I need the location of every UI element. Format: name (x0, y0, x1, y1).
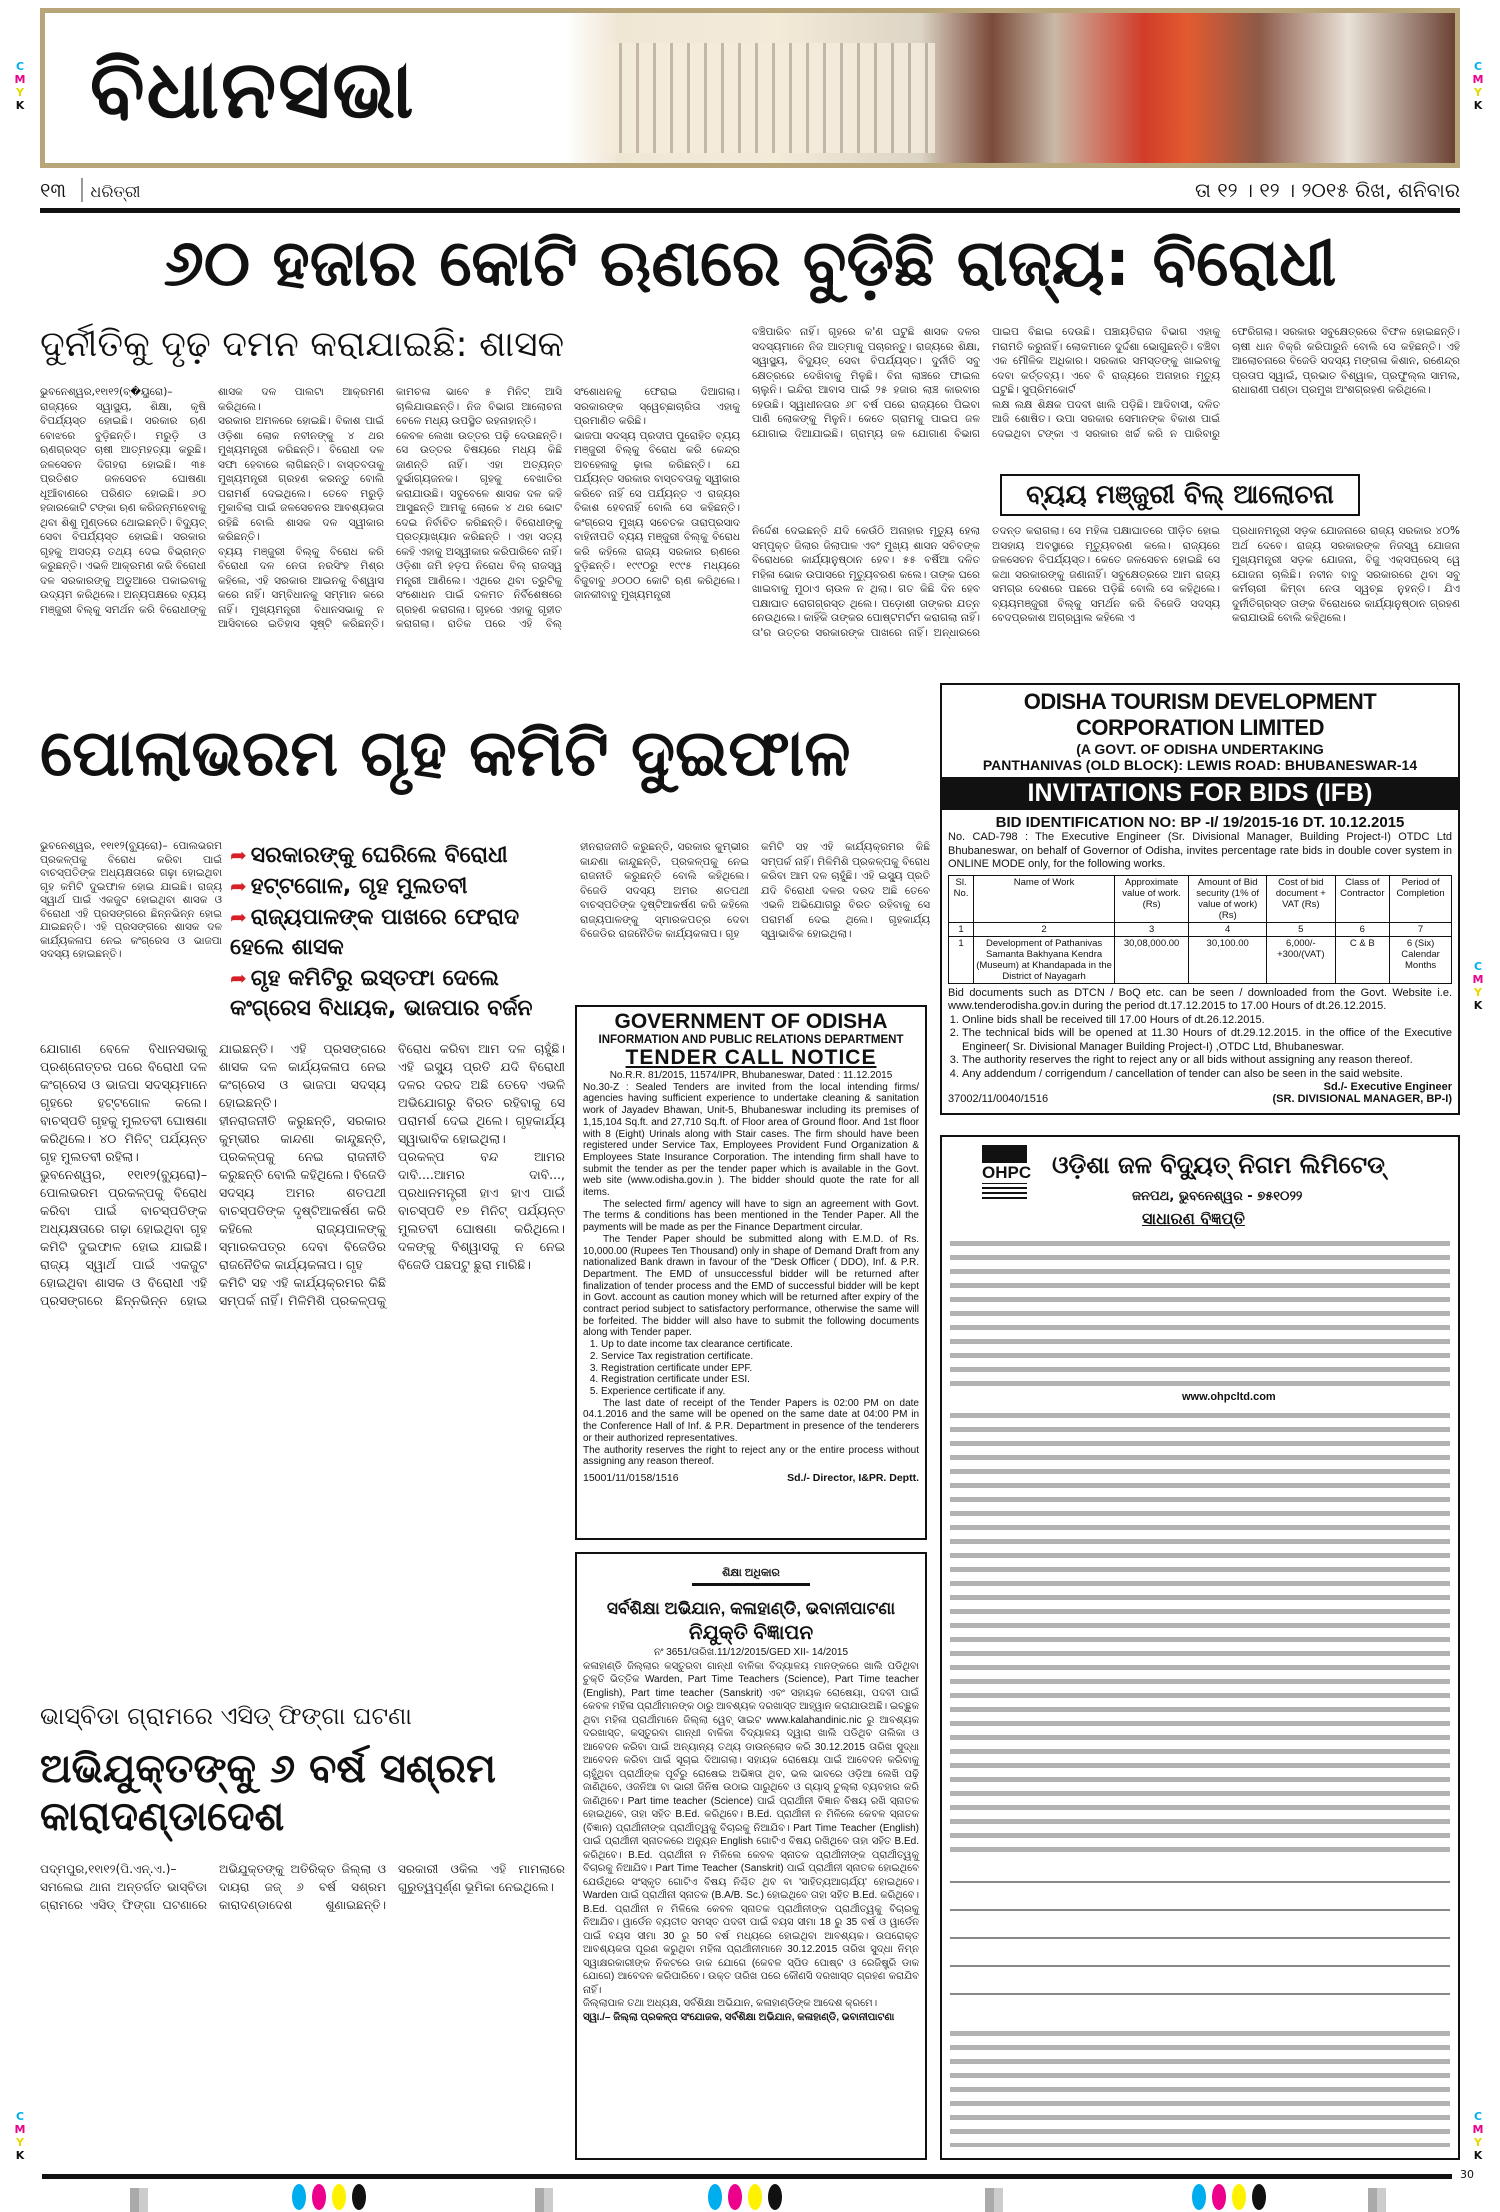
td: 5 (1267, 922, 1335, 936)
cyan-dot (292, 2184, 306, 2210)
highlights-list (230, 840, 570, 1024)
notice-footer (950, 2027, 1450, 2147)
acid-article: ପଦ୍ମପୁର,୧୧ା୧୨(ପି.ଏନ୍.ଏ.)– ସମଲେଇ ଥାନା ଅନ୍ତର୍ଗତ ଭାସ୍‌ବିଡା ଗ୍ରାମରେ ଏସିଡ୍ ଫିଙ୍ଗା ଘଟଣାରେ ଅଭିଯୁକ୍ତଙ୍କୁ ଅତିରିକ୍ତ ଜିଲ୍ଲା ଓ ଦାୟରା ଜଜ୍ ୬ ବର୍ଷ ସଶ୍ରମ କାରାଦଣ୍ଡାଦେଶ ଶୁଣାଇଛନ୍ତି। ସରକାରୀ ଓକିଲ ଏହି ମାମଲାରେ ଗୁରୁତ୍ୱପୂର୍ଣ୍ଣ ଭୂମିକା ନେଇଥିଲେ। (40, 1862, 565, 1912)
paragraph: ଲକ୍ଷ ଲକ୍ଷ ଶିକ୍ଷକ ପଦବୀ ଖାଲି ପଡ଼ିଛି। ଆଦିବାସୀ, ଦଳିତ ଆଜି ଶୋଷିତ। ଉପା ସରକାର ସେମାନଙ୍କ ବିକାଶ ପାଇଁ ଦେଇଥିବା ଟଙ୍କା ଏ ସରକାର ଖର୍ଚ୍ଚ କରି ନ ପାରିବାରୁ ଫେରିଗଲା। ସରକାର ସବୁକ୍ଷେତ୍ରରେ ବିଫଳ ହୋଇଛନ୍ତି। ଚାଷୀ ଧାନ ବିକ୍ରି କରିପାରୁନି ବୋଲି ସେ କହିଛନ୍ତି। ଏହି ଆଲୋଚନାରେ ବିଜେଡି ସଦସ୍ୟ ମଙ୍ଗଳା କିଶାନ, ରଣେନ୍ଦ୍ର ପ୍ରତାପ ସ୍ୱାଇଁ, ପ୍ରଭାତ ବିଶ୍ୱାଳ, ପ୍ରଫୁଲ୍ଲ ସାମଲ, ରାଧାରାଣୀ ପଣ୍ଡା ପ୍ରମୁଖ ଅଂଶଗ୍ରହଣ କରିଥିଲେ। (992, 326, 1460, 440)
magenta-dot (1212, 2184, 1226, 2210)
bid-id: BID IDENTIFICATION NO: BP -I/ 19/2015-16 DT. 10.12.2015 (995, 814, 1405, 831)
th: Name of Work (974, 875, 1115, 922)
ad-ref: ନଂ 3651/ତାରିଖ.11/12/2015/GED XII- 14/2015 (653, 1647, 849, 1658)
logo-band (982, 1145, 1027, 1163)
th: Approximate value of work. (Rs) (1114, 875, 1188, 922)
ad-org: ODISHA TOURISM DEVELOPMENT CORPORATION LIMITED (1023, 689, 1377, 740)
notice-body (950, 1237, 1450, 1387)
td: 2 (974, 922, 1115, 936)
highlight-text: ସରକାରଙ୍କୁ ଘେରିଲେ ବିରୋଧୀ (250, 843, 508, 868)
ohpc-website: www.ohpcltd.com (1182, 1391, 1276, 1403)
paragraph: ପ୍ରଧାନମନ୍ତ୍ରୀ ସଡ଼କ ଯୋଜନାରେ ରାଜ୍ୟ ସରକାର ୪୦% ଅର୍ଥ ଦେବେ। ରାଜ୍ୟ ସରକାରଙ୍କ ନିଜସ୍ୱ ଯୋଜନା ମୁଖ୍ୟମନ୍ତ୍ରୀ ସଡ଼କ ଯୋଜନା, ବିଜୁ ଏକ୍ସପ୍ରେସ୍ ୱେ ଯୋଜନା ଚାଲିଛି। ନବୀନ ବାବୁ ସରକାରରେ ଥିବା ସବୁ କର୍ମଚାରୀ କିମ୍ବା ନେତା ସ୍ୱଚ୍ଛ ନୁହନ୍ତି। ଯିଏ ଦୁର୍ନୀତିଗ୍ରସ୍ତ ତାଙ୍କ ବିରୋଧରେ କାର୍ଯ୍ୟାନୁଷ୍ଠାନ ଗ୍ରହଣ କରାଯାଉଛି ବୋଲି କହିଥିଲେ। (1232, 525, 1460, 624)
cmyk-marks: C M Y K (1472, 60, 1484, 112)
ad-body: କଳାହାଣ୍ଡି ଜିଲ୍ଲାର କସ୍ତୁରବା ଗାନ୍ଧୀ ବାଳିକା ବିଦ୍ୟାଳୟ ମାନଙ୍କରେ ଖାଲି ପଡିଥିବା ଚୁକ୍ତି ଭିତ୍ତିକ Warden, Part Time Teachers (Science), Part Time teacher (English), Part time teacher (Sanskrit) ଏବଂ ସହାୟକ ରୋଷେୟା, ପଦବୀ ପାଇଁ କେବଳ ମହିଳା ପ୍ରାର୍ଥୀମାନଙ୍କ ଠାରୁ ଆବଶ୍ୟକ ଦରଖାସ୍ତ ଆହ୍ୱାନ କରାଯାଉଅଛି। ଇଚ୍ଛୁକ ଥିବା ମହିଳା ପ୍ରାର୍ଥୀମାନେ ଜିଲ୍ଲା ୱେବ୍ ସାଇଟ www.kalahandinic.nic ରୁ ଆବଶ୍ୟକ ଦରଖାସ୍ତ, କସ୍ତୁରବା ଗାନ୍ଧୀ ବାଳିକା ବିଦ୍ୟାଳୟ ଦ୍ୱାରା ଖାଲି ପଡିଥିବ ତାଲିକା ଓ ଆବେଦନ କରିବା ପାଇଁ ଅନ୍ୟାନ୍ୟ ତଥ୍ୟ ଡାଉନ୍‌ଲୋଡ କରି 30.12.2015 ତାରିଖ ସୁଦ୍ଧା ଆବେଦନ କରିବା ପାଇଁ ସୂଚାଇ ଦିଆଗଲା। ସହାୟକ ରୋଷେୟା ପାଇଁ ଆବେଦନ କରିବାକୁ ଚାହୁଁଥିବା ପ୍ରାର୍ଥୀଙ୍କ ପୂର୍ବରୁ ରୋଷେଇ ଅଭିଜ୍ଞତା ଥିବ, ଭଲ ଭାବରେ ଓଡ଼ିଆ ଲେଖି ପଢ଼ି ଜାଣିଥିବେ, ଓଜନିଆ ବା ଭାରୀ ଜିନିଷ ଉଠାଇ ପାରୁଥିବେ ଓ ଗ୍ୟାସ୍ ଚୁଲ୍ଲା ବ୍ୟବହାର କରି ଜାଣିଥିବେ। Part time teacher (Science) ପାଇଁ ପ୍ରାର୍ଥୀନୀ ବିଜ୍ଞାନ ବିଷୟ ରଖି ସ୍ନାତକ ହୋଇଥିବେ, ତାହା ସହିତ B.Ed. କରିଥିବେ। B.Ed. ପ୍ରାର୍ଥୀନୀ ନ ମିଳିଲେ କେବଳ ସ୍ନାତକ (ବିଜ୍ଞାନ) ପ୍ରାର୍ଥୀନୀଙ୍କ ପ୍ରାର୍ଥୀତ୍ୱକୁ ବିଚାରକୁ ନିଆଯିବ। Part Time Teacher (English) ପାଇଁ ପ୍ରାର୍ଥୀନୀ ସ୍ନାତକରେ ଅନ୍ୟୁନ English ଗୋଟିଏ ବିଷୟ ରଖିଥିବେ ତାହା ସହିତ B.Ed. କରିଥିବେ। B.Ed. ପ୍ରାର୍ଥୀନୀ ନ ମିଳିଲେ କେବଳ ସ୍ନାତକ ପ୍ରାର୍ଥୀନୀଙ୍କ ପ୍ରାର୍ଥୀତ୍ୱକୁ ବିଚାରକୁ ନିଆଯିବ। Part Time Teacher (Sanskrit) ପାଇଁ ପ୍ରାର୍ଥୀନୀ ସ୍ନାତକ ହୋଇଥିବେ ଯେଉଁଥିରେ ସଂସ୍କୃତ ଗୋଟିଏ ବିଷୟ ନିଶ୍ଚିତ ଥିବ ବା 'ସାହିତ୍ୟଆଚାର୍ଯ୍ୟ' ହୋଇଥିବେ। Warden ପାଇଁ ପ୍ରାର୍ଥୀନୀ ସ୍ନାତକ (B.A/B. Sc.) ହୋଇଥିବେ ତାହା ସହିତ B.Ed. କରିଥିବେ। B.Ed. ପ୍ରାର୍ଥୀନୀ ନ ମିଳିଲେ କେବଳ ସ୍ନାତକ ପ୍ରାର୍ଥୀନୀଙ୍କ ପ୍ରାର୍ଥୀତ୍ୱକୁ ବିଚାରକୁ ନିଆଯିବ। ୱାର୍ଡେନ ବ୍ୟତୀତ ସମସ୍ତ ପଦବୀ ପାଇଁ ବୟସ ସୀମା 18 ରୁ 35 ବର୍ଷ ଓ ୱାର୍ଡେନ ପାଇଁ ବୟସ ସୀମା 30 ରୁ 50 ବର୍ଷ ମଧ୍ୟରେ ହୋଇଥିବା ଆବଶ୍ୟକ। ଉପରୋକ୍ତ ଆବଶ୍ୟକତା ପୂରଣ କରୁଥିବା ମହିଳା ପ୍ରାର୍ଥୀନୀମାନେ 30.12.2015 ତାରିଖ ସୁଦ୍ଧା ନିମ୍ନ ସ୍ୱାକ୍ଷରକାରୀଙ୍କ ନିକଟରେ ଡାକ ଯୋଗେ (କେବଳ ସ୍ପିଡ ପୋଷ୍ଟ ଓ ରେଜିଷ୍ଟ୍ରି ଡାକ ଯୋଗେ) ଆବେଦନ କରିପାରିବେ। ଉକ୍ତ ତାରିଖ ପରେ କୌଣସି ଦରଖାସ୍ତ ଗ୍ରହଣ କରାଯିବ ନାହିଁ। (583, 1660, 920, 1996)
folio-line (40, 178, 1460, 208)
td: 1 (949, 936, 974, 983)
waves-icon (982, 1183, 1027, 1199)
highlight-item (230, 963, 570, 1024)
table-row (949, 936, 1452, 983)
ssa-logo (583, 1558, 919, 1598)
magenta-dot (312, 2184, 326, 2210)
lead-subhead: ଦୁର୍ନୀତିକୁ ଦୃଢ଼ ଦମନ କରାଯାଇଛି: ଶାସକ (40, 324, 565, 365)
yellow-dot (1232, 2184, 1246, 2210)
arrow-icon: ➦ (230, 874, 247, 898)
polavaram-intro: ଭୁବନେଶ୍ୱର, ୧୧ା୧୨(ବ୍ୟୁରୋ)– ପୋଲଭରମ ପ୍ରକଳ୍ପକୁ ବିରୋଧ କରିବା ପାଇଁ ବାଚସ୍ପତିଙ୍କ ଅଧ୍ୟକ୍ଷତାରେ ଗଢ଼ା ହୋଇଥିବା ଗୃହ କମିଟି ଦୁଇଫାଳ ହୋଇ ଯାଇଛି। ରାଜ୍ୟ ସ୍ୱାର୍ଥ ପାଇଁ ଏକଜୁଟ ହୋଇଥିବା ଶାସକ ଓ ବିରୋଧୀ ଏହି ପ୍ରସଙ୍ଗରେ ଛିନ୍ନଭିନ୍ନ ହୋଇ ଯାଇଛନ୍ତି। ଏହି ପ୍ରସଙ୍ଗରେ ଶାସକ ଦଳ କାର୍ଯ୍ୟକଳାପ ନେଇ କଂଗ୍ରେସ ଓ ଭାଜପା ସଦସ୍ୟ ହୋଇଛନ୍ତି। (40, 840, 222, 960)
td: C & B (1335, 936, 1390, 983)
highlight-item (230, 902, 570, 963)
ad-notice: TENDER CALL NOTICE (625, 1046, 877, 1069)
assembly-photo (565, 13, 1455, 163)
arrow-icon: ➦ (230, 966, 247, 990)
paragraph: କେବଳ ଲେଖା ଉତ୍ତର ପଢ଼ି ଦେଉଛନ୍ତି। ସେ ଉତ୍ତର ବିଷୟରେ ମଧ୍ୟ କିଛି ଜାଣନ୍ତି ନାହିଁ। ଏହା ଅତ୍ୟନ୍ତ ଦୁର୍ଭାଗ୍ୟଜନକ। ଗୃହକୁ ବେଖାତିର କରାଯାଉଛି। ସବୁବେଳେ ଶାସକ ଦଳ କହି ଆସୁଛନ୍ତି ଆମକୁ ଲୋକେ ୪ ଥର ଭୋଟ ଦେଇ ନିର୍ବାଚିତ କରିଛନ୍ତି। ବିରୋଧୀଙ୍କୁ ପ୍ରତ୍ୟାଖ୍ୟାନ କରିଛନ୍ତି । ଏହା ସତ୍ୟ କେହି ଏହାକୁ ଅସ୍ୱୀକାର କରିପାରିବେ ନାହିଁ। ଓଡ଼ିଶା ଜମି ହଡ଼ପ ନିରୋଧ ବିଲ୍ ରାଜସ୍ୱ ମନ୍ତ୍ରୀ ଆଣିଲେ। ଏଥିରେ ଥିବା ତ୍ରୁଟିକୁ ସଂଶୋଧନ ପାଇଁ ଦଳମତ ନିର୍ବିଶେଷରେ ଗ୍ରହଣ କରାଗଲା। ଗୃହରେ ଏହାକୁ ଗୃହୀତ କରାଗଲା। ରାତିକ ପରେ ଏହି ବିଲ୍ ସଂଶୋଧନକୁ ଫେରାଇ ଦିଆଗଲା। ସରକାରଙ୍କ ସ୍ୱେଚ୍ଛାଚାରିତା ଏହାକୁ ପ୍ରମାଣିତ କରିଛି। (396, 386, 740, 630)
paragraph: ବଞ୍ଚିପାରିବ ନାହିଁ। ଗୃହରେ କ'ଣ ଘଟୁଛି ଶାସକ ଦଳର ସଦସ୍ୟମାନେ ନିଜ ଆତ୍ମାକୁ ପଚାରନ୍ତୁ। ରାଜ୍ୟରେ ଶିକ୍ଷା, ସ୍ୱାସ୍ଥ୍ୟ, ବିଦ୍ୟୁତ୍ ସେବା ବିପର୍ଯ୍ୟସ୍ତ। ଦୁର୍ନୀତି ସବୁ କ୍ଷେତ୍ରରେ ଦେଖିବାକୁ ମିଳୁଛି। ବିନା ଲାଞ୍ଚରେ ଫାଇଲ ଚାଲୁନି। ଇନ୍ଦିରା ଆବାସ ପାଇଁ ୨୫ ହଜାର ଲାଞ୍ଚ କାରବାର ହେଉଛି। ସ୍ୱାଧୀନତାର ୬୮ ବର୍ଷ ପରେ ରାଜ୍ୟରେ ପିଇବା ପାଣି ଲୋକଙ୍କୁ ମିଳୁନି। କେତେ ଗ୍ରାମକୁ ପାଇପ ଜଳ ଯୋଗାଇ ଦିଆଯାଇଛି। ଗ୍ରାମ୍ୟ ଜଳ ଯୋଗାଣ ବିଭାଗ ପାଇପ ବିଛାଇ ଦେଉଛି। ପଞ୍ଚାୟତିରାଜ ବିଭାଗ ଏହାକୁ ମରାମତି କରୁନାହିଁ। ଲୋକମାନେ ଦୁର୍ଦ୍ଦଶା ଭୋଗୁଛନ୍ତି। ବଞ୍ଚିବା ଏକ ମୌଳିକ ଅଧିକାର। ସରକାର ସମସ୍ତଙ୍କୁ ଖାଇବାକୁ ଦେବା କର୍ତ୍ତବ୍ୟ। ଏବେ ବି ରାଜ୍ୟରେ ଅନାହାର ମୃତ୍ୟୁ ଘଟୁଛି। ସୁପ୍ରିମକୋର୍ଟ (752, 326, 1220, 440)
yellow-dot (332, 2184, 346, 2210)
acid-headline: ଅଭିଯୁକ୍ତଙ୍କୁ ୬ ବର୍ଷ ସଶ୍ରମ କାରାଦଣ୍ଡାଦେଶ (40, 1746, 496, 1840)
highlight-item (230, 871, 570, 902)
ad-ref: 37002/11/0040/1516 (948, 1093, 1049, 1105)
folio-left (40, 178, 140, 202)
ad-notice: ସାଧାରଣ ବିଜ୍ଞପ୍ତି (1142, 1209, 1245, 1228)
paragraph: ଯୋଗାଣ ବେଳେ ବିଧାନସଭାକୁ ପ୍ରଶ୍ନୋତ୍ତର ପରେ ବିରୋଧୀ ଦଳ କଂଗ୍ରେସ ଓ ଭାଜପା ସଦସ୍ୟମାନେ ଗୃହରେ ହଟ୍ଟଗୋଳ କଲେ। ବାଚସ୍ପତି ଗୃହକୁ ମୁଲତବୀ ଘୋଷଣା କରିଥିଲେ। ୪୦ ମିନିଟ୍ ପର୍ଯ୍ୟନ୍ତ ଗୃହ ମୁଲତବୀ ରହିଲା। (40, 1041, 207, 1164)
black-dot (352, 2184, 366, 2210)
signature: ସ୍ୱା./– ଜିଲ୍ଲା ପ୍ରକଳ୍ପ ସଂଯୋଜକ, ସର୍ବଶିକ୍ଷା ଅଭିଯାନ, କଳାହାଣ୍ଡି, ଭବାନୀପାଟଣା (583, 2011, 895, 2023)
polavaram-article-right (580, 840, 930, 1000)
issue-date: ତା ୧୨ । ୧୨ । ୨୦୧୫ ରିଖ, ଶନିବାର (1195, 178, 1460, 202)
ad-title: INVITATIONS FOR BIDS (IFB) (942, 777, 1458, 810)
notice-body (950, 1409, 1450, 1857)
docs-list (583, 1339, 919, 1398)
ad-intro: No. CAD-798 : The Executive Engineer (Sr. Divisional Manager, Building Project-I) OTDC Ltd Bhubaneswar, on behalf of Governor of Odisha, invites percentage rate bids in double cover system in ONLINE MODE only, for the following works. (948, 831, 1452, 870)
th: Period of Completion (1390, 875, 1452, 922)
building-image (605, 43, 935, 153)
ad-points (948, 1014, 1452, 1082)
ad-subtitle: ନିଯୁକ୍ତି ବିଜ୍ଞାପନ (688, 1622, 814, 1644)
list-item: 5. Experience certificate if any. (601, 1386, 919, 1398)
paragraph: ଭୁବନେଶ୍ୱର,୧୧ା୧୨(ବ୍�ୟୁରୋ)–ରାଜ୍ୟରେ ସ୍ୱାସ୍ଥ୍ୟ, ଶିକ୍ଷା, କୃଷି ବିପର୍ଯ୍ୟସ୍ତ ହୋଇଛି। ସରକାର ଋଣ ବୋଝରେ ବୁଡ଼ିଛନ୍ତି। ମରୁଡ଼ି ଓ ଋଣଗ୍ରସ୍ତ ଚାଷୀ ଆତ୍ମହତ୍ୟା କରୁଛି। ଜଳସେଚନ ଦିଗହରା ହୋଇଛି। ୩୫ ପ୍ରତିଶତ ଜଳସେଚନ ଘୋଷଣା ଧୂଆଁବାଣରେ ପରିଣତ ହୋଇଛି। ୬୦ ହଜାରକୋଟି ଟଙ୍କା ଋଣ କରିଜନ୍ମହେବାକୁ ଥିବା ଶିଶୁ ମୁଣ୍ଡରେ ଥୋଇଛନ୍ତି। ବିଦ୍ୟୁତ୍ ସେବା ବିପର୍ଯ୍ୟସ୍ତ ହୋଇଛି। ସରକାର ଗୃହକୁ ଅସତ୍ୟ ତଥ୍ୟ ଦେଇ ବିଭ୍ରାନ୍ତ କରୁଛନ୍ତି। ଏଭଳି ଆକ୍ରମଣ କରି ବିରୋଧୀ ଦଳ ସରକାରଙ୍କୁ ଅଡୁଆରେ ପକାଇବାକୁ ଉଦ୍ୟମ କରିଥିଲେ। ଅନ୍ୟପକ୍ଷରେ ବ୍ୟୟ ମଞ୍ଜୁରୀ ବିଲ୍‌କୁ ସମର୍ଥନ କରି ବିରୋଧୀଙ୍କୁ ଶାସକ ଦଳ ପାଲଟା ଆକ୍ରମଣ କରିଥିଲେ। (40, 386, 384, 616)
list-item: 4. Registration certificate under ESI. (601, 1374, 919, 1386)
paragraph: The last date of receipt of the Tender Papers is 02:00 PM on date 04.1.2016 and the same will be opened on the same date at 04:00 PM in the Conference Hall of Inf. & P.R. Department in presence of the tenderers or their authorized representatives. (583, 1397, 919, 1444)
footer-rule (42, 2174, 1452, 2179)
cmyk-marks: C M Y K (1472, 960, 1484, 1012)
paragraph: ବ୍ୟୟ ମଞ୍ଜୁରୀ ବିଲ୍‌କୁ ବିରୋଧ କରି ବିରୋଧୀ ଦଳ ନେତା ନରସିଂହ ମିଶ୍ର କହିଲେ, ଏହି ସରକାର ଆଇନକୁ ବିଶ୍ୱାସ କରେ ନାହିଁ। ସମ୍ବିଧାନକୁ ସମ୍ମାନ କରେ ନାହିଁ। ମୁଖ୍ୟମନ୍ତ୍ରୀ ବିଧାନସଭାକୁ ନ ଆସିବାରେ ଇତିହାସ ସୃଷ୍ଟି କରିଛନ୍ତି। କାମଚଳା ଭାବେ ୫ ମିନିଟ୍ ଆସି ଚାଲିଯାଉଛନ୍ତି। ନିଜ ବିଭାଗ ଆଲୋଚନା ବେଳେ ମଧ୍ୟ ଉପସ୍ଥିତ ରହନାହାନ୍ତି। (218, 386, 562, 630)
arrow-icon: ➦ (230, 905, 247, 929)
logo-text: OHPC (982, 1163, 1032, 1182)
paragraph: The selected firm/ agency will have to sign an agreement with Govt. The terms & conditions has been mentioned in the Tender Paper. All the payments will be made as per the Finance Department circular. (583, 1198, 919, 1234)
paragraph: ସରକାର ଅମଳରେ ହୋଇଛି। ବିକାଶ ପାଇଁ ଓଡ଼ିଶା ଲୋକ ନବୀନଙ୍କୁ ୪ ଥର ମୁଖ୍ୟମନ୍ତ୍ରୀ କରିଛନ୍ତି। ବିରୋଧୀ ଦଳ ସଫା ହେବାରେ ଲାଗିଛନ୍ତି। ବାସ୍ତବତାକୁ ମୁଖ୍ୟମନ୍ତ୍ରୀ ଗ୍ରହଣ କରନ୍ତୁ ବୋଲି ପରାମର୍ଶ ଦେଇଥିଲେ। ତେବେ ମରୁଡ଼ି ମୁକାବିଲା ପାଇଁ ଜଳସେଚନର ଆବଶ୍ୟକତା ରହିଛି ବୋଲି ଶାସକ ଦଳ ସ୍ୱୀକାର କରିଛନ୍ତି। (218, 415, 384, 543)
logo-text: ଶିକ୍ଷା ଅଧିକାର (692, 1564, 810, 1586)
paragraph: ହୀନରାଜନୀତି କରୁଛନ୍ତି, ସରକାର କୁମ୍ଭୀର କାନ୍ଦଣା କାନ୍ଦୁଛନ୍ତି, ପ୍ରକଳ୍ପକୁ ନେଇ ରାଜନୀତି କରୁଛନ୍ତି ବୋଲି କହିଥିଲେ। ବିଜେଡି ସଦସ୍ୟ ଅମର ଶତପଥୀ ବାଚସ୍ପତିଙ୍କ ଦୃଷ୍ଟିଆକର୍ଷଣ କରି କହିଲେ ରାଜ୍ୟପାଳଙ୍କୁ ସ୍ମାରକପତ୍ର ଦେବା ବିଜେଡିର ରାଜନୈତିକ କାର୍ଯ୍ୟକଳାପ। ଗୃହ (219, 1113, 386, 1272)
paragraph: The Tender Paper should be submitted along with E.M.D. of Rs. 10,000.00 (Rupees Ten Thousand) only in shape of Demand Draft from any nationalized Bank drawn in favour of the "Desk Officer ( DDO), Inf. & P.R. Department. The EMD of unsuccessful bidder will be returned after finalization of tender process and the EMD of successful bidder will be kept in Govt. account as caution money which will be returned after expiry of the contract period subject to satisfactory performance, otherwise the same will be forfeited. The bidder will also have to submit the following documents along with Tender paper. (583, 1233, 919, 1339)
rates-table (950, 1867, 1450, 2017)
list-item: 3. The authority reserves the right to reject any or all bids without assigning any reason thereof. (962, 1054, 1452, 1068)
list-item: 1. Online bids shall be received till 17.00 Hours of dt.26.12.2015. (962, 1014, 1452, 1028)
ad-title: ସର୍ବଶିକ୍ଷା ଅଭିଯାନ, କଳାହାଣ୍ଡି, ଭବାନୀପାଟଣା (606, 1599, 896, 1618)
signature-1: Sd./- Executive Engineer (1323, 1081, 1452, 1093)
ad-sub2: PANTHANIVAS (OLD BLOCK): LEWIS ROAD: BHUBANESWAR-14 (982, 757, 1418, 773)
ad-note: Bid documents such as DTCN / BoQ etc. can be seen / downloaded from the Govt. Website i.e. www.tenderodisha.gov.in during the period dt.17.12.2015 to 17.00 Hours of dt.26.12.2015. (948, 986, 1452, 1012)
td: 1 (949, 922, 974, 936)
td: 30,08,000.00 (1114, 936, 1188, 983)
otdc-tender-ad (940, 683, 1460, 1115)
magenta-dot (728, 2184, 742, 2210)
paper-name: ଧରିତ୍ରୀ (90, 182, 141, 201)
paragraph: କମିଟି ସହ ଏହି କାର୍ଯ୍ୟକ୍ରମର କିଛି ସମ୍ପର୍କ ନାହିଁ। ମିଳିମିଶି ପ୍ରକଳ୍ପକୁ ବିରୋଧ କରିବା ଆମ ଦଳ ଚାହୁଁଛି। ଏହି ଇସ୍ୟୁ ପ୍ରତି ଯଦି ବିରୋଧୀ ଦଳର ଦରଦ ଅଛି ତେବେ ଏଭଳି ଅଭିଯୋଗରୁ ବିରତ ରହିବାକୁ ସେ ପରାମର୍ଶ ଦେଇ ଥିଲେ। ଗୃହକାର୍ଯ୍ୟ ସ୍ୱାଭାବିକ ହୋଇଥିଲା। (761, 841, 930, 940)
black-dot (768, 2184, 782, 2210)
registration-marks (0, 2188, 1500, 2208)
section-title: ବିଧାନସଭା (90, 43, 416, 136)
ad-title: ଓଡ଼ିଶା ଜଳ ବିଦ୍ୟୁତ୍ ନିଗମ ଲିମିଟେଡ୍ (1052, 1151, 1385, 1179)
highlight-text: ରାଜ୍ୟପାଳଙ୍କ ପାଖରେ ଫେରାଦ ହେଲେ ଶାସକ (230, 905, 520, 960)
works-table (948, 875, 1452, 984)
td: 7 (1390, 922, 1452, 936)
th: Class of Contractor (1335, 875, 1390, 922)
section-masthead (40, 8, 1460, 168)
paragraph: ପ୍ରକଳ୍ପ ବନ୍ଦ ଆମର ଦାବି....ଆମର ଦାବି..., ପ୍ରଧାନମନ୍ତ୍ରୀ ହାଏ ହାଏ ପାଇଁ ବାଚସ୍ପତି ୧୭ ମିନିଟ୍ ପର୍ଯ୍ୟନ୍ତ ମୁଲତବୀ ଘୋଷଣା କରିଥିଲେ। ଦଳଙ୍କୁ ବିଶ୍ୱାସକୁ ନ ନେଇ ବିଜେଡି ପଛପଟୁ ଛୁରା ମାରିଛି। (398, 1149, 565, 1272)
highlight-item (230, 840, 570, 871)
highlight-text: ହଟ୍ଟଗୋଳ, ଗୃହ ମୁଲତବୀ (250, 874, 468, 899)
ohpc-notice-ad (940, 1135, 1460, 2160)
yellow-dot (748, 2184, 762, 2210)
gray-swatch (535, 2188, 553, 2212)
cmyk-marks: C M Y K (14, 2110, 26, 2162)
th: Amount of Bid security (1% of value of work) (Rs) (1189, 875, 1267, 922)
paragraph: କମିଟି ସହ ଏହି କାର୍ଯ୍ୟକ୍ରମର କିଛି ସମ୍ପର୍କ ନାହିଁ। ମିଳିମିଶି ପ୍ରକଳ୍ପକୁ ବିରୋଧ କରିବା ଆମ ଦଳ ଚାହୁଁଛି। ଏହି ଇସ୍ୟୁ ପ୍ରତି ଯଦି ବିରୋଧୀ ଦଳର ଦରଦ ଅଛି ତେବେ ଏଭଳି ଅଭିଯୋଗରୁ ବିରତ ରହିବାକୁ ସେ ପରାମର୍ଶ ଦେଇ ଥିଲେ। ଗୃହକାର୍ଯ୍ୟ ସ୍ୱାଭାବିକ ହୋଇଥିଲା। (219, 1041, 565, 1308)
paragraph: ହୀନରାଜନୀତି କରୁଛନ୍ତି, ସରକାର କୁମ୍ଭୀର କାନ୍ଦଣା କାନ୍ଦୁଛନ୍ତି, ପ୍ରକଳ୍ପକୁ ନେଇ ରାଜନୀତି କରୁଛନ୍ତି ବୋଲି କହିଥିଲେ। ବିଜେଡି ସଦସ୍ୟ ଅମର ଶତପଥୀ ବାଚସ୍ପତିଙ୍କ ଦୃଷ୍ଟିଆକର୍ଷଣ କରି କହିଲେ ରାଜ୍ୟପାଳଙ୍କୁ ସ୍ମାରକପତ୍ର ଦେବା ବିଜେଡିର ରାଜନୈତିକ କାର୍ଯ୍ୟକଳାପ। ଗୃହ (580, 841, 749, 940)
lead-article-right (752, 524, 1460, 674)
ssa-recruitment-ad (575, 1552, 927, 2160)
list-item: 2. Service Tax registration certificate. (601, 1351, 919, 1363)
td: 6 (Six) Calendar Months (1390, 936, 1452, 983)
polavaram-article-body (40, 1040, 565, 1690)
ad-order: ଜିଲ୍ଲାପାଳ ତଥା ଅଧ୍ୟକ୍ଷ, ସର୍ବଶିକ୍ଷା ଅଭିଯାନ, କଳାହାଣ୍ଡିଙ୍କ ଆଦେଶ କ୍ରମେ। (583, 1998, 878, 2009)
highlight-text: ଗୃହ କମିଟିରୁ ଇସ୍ତଫା ଦେଲେ କଂଗ୍ରେସ ବିଧାୟକ, ଭାଜପାର ବର୍ଜନ (230, 966, 533, 1021)
ad-address: ଜନପଥ, ଭୁବନେଶ୍ୱର - ୭୫୧୦୨୨ (1132, 1189, 1303, 1204)
arrow-icon: ➦ (230, 843, 247, 867)
list-item: 4. Any addendum / corrigendum / cancellation of tender can also be seen in the said website. (962, 1068, 1452, 1082)
cyan-dot (1192, 2184, 1206, 2210)
paragraph: The authority reserves the right to reject any or the entire process without assigning any reason thereof. (583, 1444, 919, 1468)
table-header-row (949, 875, 1452, 922)
signature: Sd./- Director, I&PR. Deptt. (787, 1471, 919, 1484)
ad-dept: INFORMATION AND PUBLIC RELATIONS DEPARTMENT (598, 1034, 904, 1046)
paragraph: ଭାଜପା ସଦସ୍ୟ ପ୍ରଦୀପ ପୁରୋହିତ ବ୍ୟୟ ମଞ୍ଜୁରୀ ବିଲ୍‌କୁ ବିରୋଧ କରି କେନ୍ଦ୍ର ଅବହେଳାକୁ ଢ଼ାଲ କରିଛନ୍ତି। ଯେ ପର୍ଯ୍ୟନ୍ତ ସରକାର ବାସ୍ତବତାକୁ ସ୍ୱୀକାର କରିବେ ନାହିଁ ସେ ପର୍ଯ୍ୟନ୍ତ ଏ ରାଜ୍ୟର ବିକାଶ ହେବନାହିଁ ବୋଲି ସେ କହିଛନ୍ତି। କଂଗ୍ରେସ ମୁଖ୍ୟ ସଚେତକ ତାରାପ୍ରସାଦ ବାହିନୀପତି ବ୍ୟୟ ମଞ୍ଜୁରୀ ବିଲ୍‌କୁ ବିରୋଧ କରି କହିଲେ ରାଜ୍ୟ ସରକାର ଋଣରେ ବୁଡ଼ିଛନ୍ତି। ୧୯୯୦ରୁ ୧୯୯୫ ମଧ୍ୟରେ ବିଜୁବାବୁ ୬୦୦୦ କୋଟି ଋଣ କରିଥିଲେ। ଜାନକୀବାବୁ ମୁଖ୍ୟମନ୍ତ୍ରୀ (574, 429, 740, 601)
cmyk-marks: C M Y K (14, 60, 26, 112)
lead-headline: ୬୦ ହଜାର କୋଟି ଋଣରେ ବୁଡ଼ିଛି ରାଜ୍ୟ: ବିରୋଧୀ (163, 227, 1337, 301)
paragraph: ଭୁବନେଶ୍ୱର, ୧୧ା୧୨(ବ୍ୟୁରୋ)– ପୋଲଭରମ ପ୍ରକଳ୍ପକୁ ବିରୋଧ କରିବା ପାଇଁ ବାଚସ୍ପତିଙ୍କ ଅଧ୍ୟକ୍ଷତାରେ ଗଢ଼ା ହୋଇଥିବା ଗୃହ କମିଟି ଦୁଇଫାଳ ହୋଇ ଯାଇଛି। ରାଜ୍ୟ ସ୍ୱାର୍ଥ ପାଇଁ ଏକଜୁଟ ହୋଇଥିବା ଶାସକ ଓ ବିରୋଧୀ ଏହି ପ୍ରସଙ୍ଗରେ ଛିନ୍ନଭିନ୍ନ ହୋଇ ଯାଇଛନ୍ତି। ଏହି ପ୍ରସଙ୍ଗରେ ଶାସକ ଦଳ କାର୍ଯ୍ୟକଳାପ ନେଇ କଂଗ୍ରେସ ଓ ଭାଜପା ସଦସ୍ୟ ହୋଇଛନ୍ତି। (40, 1041, 386, 1308)
td: Development of Pathanivas Samanta Bakhyana Kendra (Museum) at Khandapada in the District of Nayagarh (974, 936, 1115, 983)
td: 3 (1114, 922, 1188, 936)
ipr-tender-ad (575, 1005, 927, 1540)
cmyk-marks: C M Y K (1472, 2110, 1484, 2162)
paragraph: No.30-Z : Sealed Tenders are invited from the local intending firms/ agencies having sufficient experience to undertake cleaning & sanitation work of Jayadev Bhawan, Unit-5, Bhubaneswar including its premises of 1,15,104 Sq.ft. and 27,710 Sq.ft. of Floor area of Ground floor. And 1st floor with 8 (Eight) Urinals along with Stair cases. The firm should have been registered under Service Tax, Employees Provident Fund Organization & Employees State Insurance Corporation. The intending firm shall have to submit the tender as per the tender paper which is available in the Govt. web site (www.odisha.gov.in ). The bidder should quote the rate for all items. (583, 1081, 919, 1199)
list-item: 3. Registration certificate under EPF. (601, 1363, 919, 1375)
signature-2: (SR. DIVISIONAL MANAGER, BP-I) (1272, 1093, 1452, 1105)
ad-title: GOVERNMENT OF ODISHA (614, 1010, 888, 1033)
paragraph: ନିର୍ଦ୍ଦେଶ ଦେଇଛନ୍ତି ଯଦି କେଉଁଠି ଅନାହାର ମୃତ୍ୟୁ ହେଲା ସମ୍ପୃକ୍ତ ଜିଲାର ଜିଲାପାଳ ଏବଂ ମୁଖ୍ୟ ଶାସନ ସଚିବଙ୍କ ବିରୋଧରେ କାର୍ଯ୍ୟାନୁଷ୍ଠାନ ହେବ। ୫୫ ବର୍ଷିଆ ଦଳିତ ମହିଳା ଭୋକ ଉପାସରେ ମୃତ୍ୟୁବରଣ କଲେ। ତାଙ୍କ ଘରେ ଖାଇବାକୁ ମୁଠାଏ ଚାଉଳ ନ ଥିଲା। ଗତ କିଛି ଦିନ ହେବ ପକ୍ଷାଘାତ ରୋଗଗ୍ରସ୍ତ ଥିଲେ। ପଡ଼ୋଶୀ ତାଙ୍କର ଯତ୍ନ ନେଉଥିଲେ। କାହିଁକି ତାଙ୍କର ପୋଷ୍ଟମର୍ଟମ କରାଗଲା ନାହିଁ। ତା'ର ଉତ୍ତର ସରକାରଙ୍କ ପାଖରେ ନାହିଁ। ଅନ୍ଧାରରେ ତଦନ୍ତ କରାଗଲା। ସେ ମହିଳା ପକ୍ଷାଘାତରେ ପୀଡ଼ିତ ହୋଇ ଅସହାୟ ଅବସ୍ଥାରେ ମୃତ୍ୟୁବରଣ କଲେ। ରାଜ୍ୟରେ ଜଳସେଚନ ବିପର୍ଯ୍ୟସ୍ତ। କେତେ ଜଳସେଚନ ହୋଇଛି ସେ କଥା ସରକାରଙ୍କୁ ଜଣାନାହିଁ। ସବୁକ୍ଷେତ୍ରରେ ଆମ ରାଜ୍ୟ ସମଗ୍ର ଦେଶରେ ପଛରେ ପଡ଼ିଛି ବୋଲି ସେ କହିଥିଲେ। ବ୍ୟୟମଞ୍ଜୁରୀ ବିଲ୍‌କୁ ସମର୍ଥନ କରି ବିଜେଡି ସଦସ୍ୟ ବେଦପ୍ରକାଶ ଅଗ୍ରୱାଲ କହିଲେ ଏ (752, 525, 1220, 639)
ad-ref-line: No.R.R. 81/2015, 11574/IPR, Bhubaneswar, Dated : 11.12.2015 (609, 1070, 893, 1081)
cyan-dot (708, 2184, 722, 2210)
th: Cost of bid document + VAT (Rs) (1267, 875, 1335, 922)
ohpc-logo (982, 1145, 1032, 1220)
td: 30,100.00 (1189, 936, 1267, 983)
folio-number: 30 (1460, 2168, 1474, 2181)
lead-article-right-top (752, 325, 1460, 469)
gray-swatch (985, 2188, 1003, 2212)
table-number-row (949, 922, 1452, 936)
ad-ref: 15001/11/0158/1516 (583, 1471, 679, 1484)
lead-article-left (40, 385, 740, 672)
list-item: 1. Up to date income tax clearance certificate. (601, 1339, 919, 1351)
td: 4 (1189, 922, 1267, 936)
acid-kicker: ଭାସ୍‌ବିଡା ଗ୍ରାମରେ ଏସିଡ୍ ଫିଙ୍ଗା ଘଟଣା (40, 1702, 412, 1730)
th: Sl. No. (949, 875, 974, 922)
list-item: 2. The technical bids will be opened at 11.30 Hours of dt.29.12.2015. in the office of the Executive Engineer( Sr. Divisional Manager Building Project-I) ,OTDC Ltd, Bhubaneswar. (962, 1027, 1452, 1054)
black-dot (1252, 2184, 1266, 2210)
box-heading: ବ୍ୟୟ ମଞ୍ଜୁରୀ ବିଲ୍ ଆଲୋଚନା (1000, 474, 1360, 516)
gray-swatch (130, 2188, 148, 2212)
td: 6 (1335, 922, 1390, 936)
ad-sub1: (A GOVT. OF ODISHA UNDERTAKING (1076, 741, 1324, 757)
polavaram-headline: ପୋଲାଭରମ ଗୃହ କମିଟି ଦୁଇଫାଳ (40, 717, 851, 791)
divider (40, 208, 1460, 213)
page-number: ୧୩ (40, 178, 67, 202)
td: 6,000/- +300/(VAT) (1267, 936, 1335, 983)
gray-swatch (1368, 2188, 1386, 2212)
